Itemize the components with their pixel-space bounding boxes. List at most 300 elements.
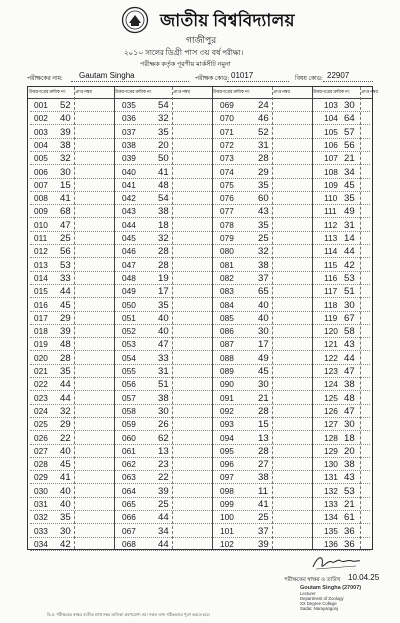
script-serial: 003 [34,126,48,137]
marks-obtained: 30 [60,166,71,178]
script-serial: 085 [220,312,234,323]
marks-obtained: 37 [258,525,269,537]
table-row [28,272,372,286]
script-serial: 067 [122,525,136,536]
marks-obtained: 41 [60,472,71,484]
table-row [28,445,372,459]
script-serial: 042 [122,193,136,204]
signature-label: পরীক্ষকের স্বাক্ষর ও তারিখ [284,577,341,583]
marks-obtained: 22 [158,472,169,484]
script-serial: 055 [122,366,136,376]
marks-obtained: 40 [60,499,71,510]
marks-obtained: 62 [158,432,169,444]
header-cell: প্রাপ্ত নম্বর [75,89,92,94]
marks-obtained: 24 [258,100,269,111]
row-guide-line [30,550,370,551]
marks-obtained: 44 [60,286,71,298]
script-serial: 094 [220,432,234,443]
table-row [28,126,372,140]
marks-obtained: 44 [158,538,169,550]
script-serial: 127 [324,419,338,430]
examiner-code-label: পরীক্ষক কোড: [195,76,230,82]
script-serial: 062 [122,459,136,470]
script-serial: 093 [220,419,234,430]
marks-obtained: 46 [258,113,269,125]
header-cell: উত্তরপত্রের ক্রমিক নং [313,89,350,94]
script-serial: 037 [122,126,136,137]
script-serial: 041 [122,179,136,190]
marks-obtained: 51 [158,379,169,391]
marks-obtained: 42 [60,538,71,550]
script-serial: 001 [34,100,48,110]
marks-obtained: 31 [158,366,169,377]
stamp-line: Sadar, Narayangonj [300,606,338,611]
marks-obtained: 38 [258,472,269,484]
script-serial: 054 [122,352,136,363]
script-serial: 012 [34,246,48,257]
exam-name-handwritten: ডিগ্রী পাস ৩য় বর্ষ [165,48,221,57]
table-row [28,418,372,432]
script-serial: 102 [220,538,234,549]
table-row [28,112,372,126]
script-serial: 086 [220,326,234,337]
script-serial: 022 [34,379,48,390]
marks-obtained: 54 [158,100,169,111]
table-row [28,498,372,512]
script-serial: 082 [220,272,234,283]
marks-obtained: 39 [60,326,71,338]
marks-obtained: 38 [158,206,169,218]
marks-obtained: 41 [60,193,71,205]
marks-obtained: 40 [60,113,71,125]
marks-obtained: 52 [60,100,71,111]
table-row [28,432,372,446]
script-serial: 023 [34,392,48,403]
table-row [28,458,372,472]
script-serial: 026 [34,432,48,443]
marks-obtained: 44 [344,246,355,258]
script-serial: 044 [122,219,136,230]
script-serial: 126 [324,405,338,416]
university-logo-icon [121,6,149,34]
script-serial: 133 [324,499,338,509]
examiner-name: Gautam Singha [79,71,135,80]
script-serial: 073 [220,153,234,164]
script-serial: 004 [34,139,48,150]
marks-obtained: 41 [258,499,269,510]
marks-obtained: 30 [258,326,269,338]
marks-obtained: 28 [158,246,169,258]
script-serial: 131 [324,472,338,483]
marks-obtained: 33 [158,352,169,364]
script-serial: 018 [34,326,48,337]
table-row [28,338,372,352]
marks-obtained: 35 [158,126,169,138]
script-serial: 077 [220,206,234,217]
table-row [28,471,372,485]
script-serial: 123 [324,366,338,376]
marks-obtained: 25 [258,233,269,244]
script-serial: 108 [324,166,338,177]
marks-obtained: 29 [60,419,71,431]
script-serial: 125 [324,392,338,403]
marks-obtained: 25 [60,233,71,244]
marks-obtained: 47 [60,219,71,231]
stamp-line: XX Degree College [300,601,337,606]
script-serial: 072 [220,139,234,150]
script-serial: 008 [34,193,48,204]
examiner-stamp [300,586,366,611]
university-city: গাজীপুর [186,35,217,45]
script-serial: 081 [220,259,234,270]
script-serial: 047 [122,259,136,270]
script-serial: 031 [34,499,48,509]
stamp-line: Department of Zoology [300,596,344,601]
table-row [28,285,372,299]
marks-obtained: 29 [60,312,71,324]
marks-obtained: 42 [344,259,355,271]
marks-obtained: 47 [344,405,355,417]
marks-obtained: 43 [258,206,269,218]
marks-obtained: 39 [258,538,269,550]
script-serial: 103 [324,100,338,110]
script-serial: 110 [324,193,338,204]
script-serial: 052 [122,326,136,337]
marks-obtained: 38 [60,139,71,151]
marks-obtained: 23 [158,459,169,471]
marks-obtained: 18 [158,219,169,231]
script-serial: 045 [122,233,136,243]
marks-obtained: 17 [158,286,169,298]
marks-obtained: 11 [258,485,268,497]
script-serial: 109 [324,179,338,190]
script-serial: 039 [122,153,136,164]
marks-obtained: 17 [258,339,269,351]
marks-obtained: 52 [258,126,269,138]
marks-obtained: 48 [60,339,71,351]
script-serial: 040 [122,166,136,177]
marks-obtained: 56 [344,139,355,151]
script-serial: 013 [34,259,48,270]
marks-obtained: 27 [258,459,269,471]
marks-obtained: 60 [258,193,269,205]
script-serial: 034 [34,538,48,549]
marks-obtained: 35 [344,193,355,205]
marks-obtained: 40 [258,312,269,324]
script-serial: 029 [34,472,48,483]
table-row [28,365,372,379]
script-serial: 106 [324,139,338,150]
examiner-code: 01017 [231,71,254,80]
script-serial: 011 [34,233,48,243]
header-cell: প্রাপ্ত নম্বর [361,89,378,94]
header-cell: উত্তরপত্রের ক্রমিক নং [29,89,66,94]
table-row [28,166,372,180]
script-serial: 130 [324,459,338,470]
script-serial: 101 [220,525,234,536]
exam-year-handwritten: ১০ [133,48,144,57]
table-row [28,392,372,406]
script-serial: 046 [122,246,136,257]
marks-obtained: 32 [158,113,169,125]
script-serial: 117 [324,286,338,297]
marks-obtained: 41 [158,166,169,178]
marks-obtained: 32 [60,153,71,165]
script-serial: 050 [122,299,136,310]
header-cell: প্রাপ্ত নম্বর [173,89,190,94]
marks-obtained: 21 [344,153,355,165]
marks-obtained: 36 [344,525,355,537]
marks-obtained: 33 [60,272,71,284]
script-serial: 087 [220,339,234,350]
script-serial: 099 [220,499,234,509]
script-serial: 114 [324,246,338,257]
marks-obtained: 28 [258,445,269,457]
script-serial: 066 [122,512,136,523]
script-serial: 118 [324,299,338,310]
marks-obtained: 40 [60,485,71,497]
marks-obtained: 25 [258,512,269,524]
marks-obtained: 32 [158,233,169,244]
table-row [28,352,372,366]
script-serial: 065 [122,499,136,509]
stamp-line: Lecturer [300,591,316,596]
script-serial: 115 [324,259,338,270]
script-serial: 129 [324,445,338,456]
marks-obtained: 14 [344,233,355,244]
script-serial: 030 [34,485,48,496]
script-serial: 028 [34,459,48,470]
script-serial: 096 [220,459,234,470]
marks-obtained: 58 [344,326,355,338]
marks-obtained: 30 [344,100,355,111]
script-serial: 025 [34,419,48,430]
examiner-label: পরীক্ষকের নাম: [27,76,63,82]
marks-obtained: 29 [258,166,269,178]
marks-obtained: 67 [344,312,355,324]
marks-obtained: 30 [344,299,355,311]
script-serial: 078 [220,219,234,230]
marks-obtained: 40 [158,326,169,338]
script-serial: 107 [324,153,338,164]
script-serial: 070 [220,113,234,124]
header-cell: উত্তরপত্রের ক্রমিক নং [115,89,152,94]
marks-obtained: 45 [258,366,269,377]
script-serial: 124 [324,379,338,390]
table-row [28,511,372,525]
marks-obtained: 31 [344,219,355,231]
script-serial: 135 [324,525,338,536]
marks-obtained: 36 [344,538,355,550]
marks-obtained: 40 [60,445,71,457]
header-cell: উত্তরপত্রের ক্রমিক নং [213,89,250,94]
script-serial: 060 [122,432,136,443]
marks-obtained: 48 [158,179,169,191]
marks-obtained: 44 [344,352,355,364]
table-row [28,152,372,166]
stamp-name: Goutam Singha (27007) [300,585,362,591]
script-serial: 116 [324,272,338,283]
script-serial: 069 [220,100,234,110]
marks-obtained: 30 [258,379,269,391]
script-serial: 091 [220,392,234,403]
table-row [28,139,372,153]
header-cell: প্রাপ্ত নম্বর [273,89,290,94]
marks-obtained: 47 [158,339,169,351]
marks-obtained: 39 [158,485,169,497]
subject-code-label: বিষয় কোড: [295,76,323,82]
script-serial: 048 [122,272,136,283]
marks-obtained: 54 [158,193,169,205]
script-serial: 075 [220,179,234,190]
form-caption: পরীক্ষক কর্তৃক পূরণীয় মার্কসীট নমুনা [140,61,231,68]
examiner-signature [310,553,362,573]
script-serial: 002 [34,113,48,124]
signature-date: 10.04.25 [348,573,380,582]
marks-obtained: 37 [258,272,269,284]
script-serial: 089 [220,366,234,376]
script-serial: 074 [220,166,234,177]
table-row [28,232,372,246]
marks-obtained: 26 [158,419,169,431]
script-serial: 016 [34,299,48,310]
script-serial: 095 [220,445,234,456]
marks-obtained: 44 [60,392,71,404]
marks-obtained: 30 [344,419,355,431]
table-row [28,525,372,539]
script-serial: 111 [324,206,337,217]
script-serial: 128 [324,432,338,443]
script-serial: 088 [220,352,234,363]
script-serial: 105 [324,126,338,137]
marks-obtained: 40 [158,312,169,324]
script-serial: 014 [34,272,48,283]
script-serial: 121 [324,339,338,350]
table-row [28,299,372,313]
marks-obtained: 65 [258,286,269,298]
footnote: বি:দ্র: পরীক্ষকের স্বাক্ষর ব্যতীত প্রাপ্ত নম্বর তালিকা গ্রহণযোগ্য নয়। সকল তথ্য সঠিকভাবে পূরণ করতে হবে। [47,612,211,617]
table-row [28,179,372,193]
script-serial: 120 [324,326,338,337]
marks-obtained: 13 [258,432,269,444]
script-serial: 036 [122,113,136,124]
marks-obtained: 32 [258,246,269,258]
script-serial: 032 [34,512,48,523]
marks-obtained: 28 [258,153,269,165]
marks-obtained: 39 [60,126,71,138]
marks-obtained: 30 [60,525,71,537]
marks-obtained: 21 [258,392,269,404]
script-serial: 015 [34,286,48,297]
table-row [28,219,372,233]
table-row [28,259,372,273]
script-serial: 024 [34,405,48,416]
script-serial: 079 [220,233,234,243]
marks-obtained: 61 [344,512,355,524]
marks-obtained: 49 [344,206,355,218]
marks-obtained: 35 [60,366,71,377]
marks-obtained: 35 [258,179,269,191]
script-serial: 035 [122,100,136,110]
marks-obtained: 22 [60,432,71,444]
marks-obtained: 34 [344,166,355,178]
marks-table-header [28,87,378,99]
marks-obtained: 44 [60,379,71,391]
script-serial: 006 [34,166,48,177]
script-serial: 083 [220,286,234,297]
script-serial: 059 [122,419,136,430]
script-serial: 010 [34,219,48,230]
script-serial: 027 [34,445,48,456]
marks-obtained: 30 [158,405,169,417]
marks-table [27,86,378,550]
marks-obtained: 20 [158,139,169,151]
marks-obtained: 44 [158,512,169,524]
script-serial: 113 [324,233,338,243]
script-serial: 076 [220,193,234,204]
marks-obtained: 15 [60,179,71,191]
script-serial: 100 [220,512,234,523]
marks-obtained: 50 [158,153,169,165]
marks-obtained: 35 [258,219,269,231]
script-serial: 080 [220,246,234,257]
marks-obtained: 19 [158,272,169,284]
script-serial: 112 [324,219,338,230]
marks-obtained: 48 [344,392,355,404]
marks-obtained: 53 [60,259,71,271]
table-row [28,485,372,499]
table-row [28,245,372,259]
examiner-info-bar [27,71,373,83]
table-row [28,99,372,113]
marks-obtained: 34 [158,525,169,537]
script-serial: 019 [34,339,48,350]
script-serial: 020 [34,352,48,363]
marks-obtained: 13 [158,445,169,457]
marks-obtained: 68 [60,206,71,218]
table-row [28,325,372,339]
marks-obtained: 28 [60,352,71,364]
university-name: জাতীয় বিশ্ববিদ্যালয় [160,11,295,30]
marks-obtained: 51 [344,286,355,298]
marks-obtained: 28 [158,259,169,271]
marks-obtained: 45 [60,299,71,311]
exam-line-mid: সালের [145,49,164,57]
script-serial: 021 [34,366,48,376]
marks-obtained: 25 [158,499,169,510]
marks-obtained: 38 [344,379,355,391]
script-serial: 053 [122,339,136,350]
marks-obtained: 40 [258,299,269,311]
script-serial: 092 [220,405,234,416]
table-row [28,192,372,206]
exam-line-suffix: পরীক্ষা। [222,49,244,57]
marks-obtained: 21 [344,499,355,510]
marks-obtained: 35 [60,512,71,524]
script-serial: 063 [122,472,136,483]
marks-obtained: 49 [258,352,269,364]
marks-obtained: 57 [344,126,355,138]
marks-obtained: 47 [344,366,355,377]
script-serial: 104 [324,113,338,124]
script-serial: 071 [220,126,234,137]
script-serial: 049 [122,286,136,297]
script-serial: 057 [122,392,136,403]
marks-obtained: 32 [60,405,71,417]
table-row [28,312,372,326]
marks-obtained: 18 [344,432,355,444]
script-serial: 033 [34,525,48,536]
